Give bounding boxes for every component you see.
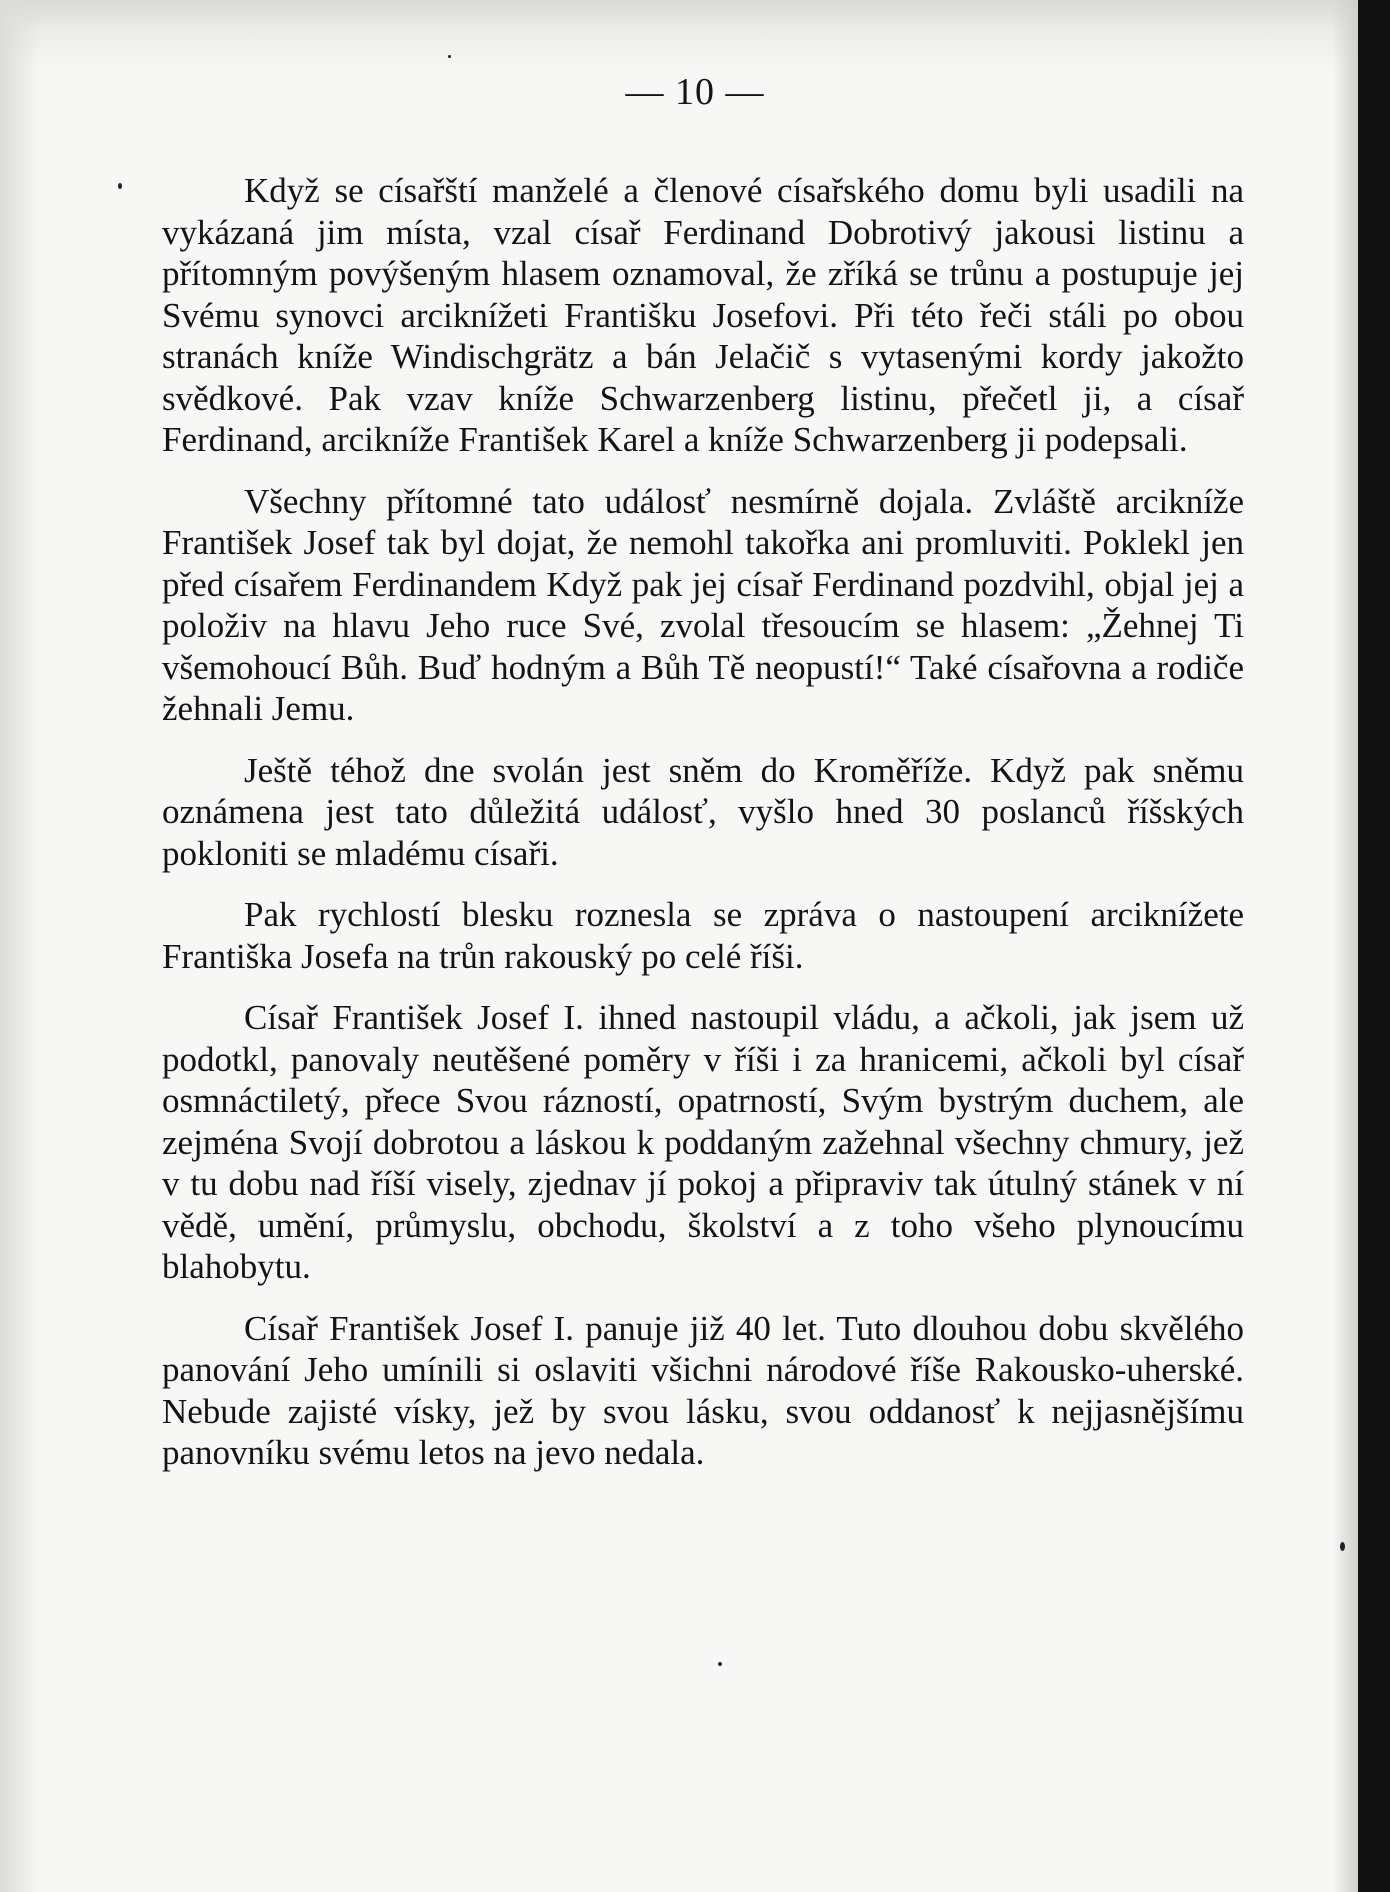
ink-speck: [1340, 1542, 1345, 1551]
page-left-shadow: [0, 0, 40, 1892]
page-number: — 10 —: [625, 71, 765, 113]
page-right-shadow: [1332, 0, 1358, 1892]
ink-speck: [718, 1662, 722, 1666]
ink-speck: [448, 55, 451, 58]
paragraph-5: Císař František Josef I. ihned nastoupil vládu, a ačkoli, jak jsem už podotkl, panovaly neutěšené poměry v říši i za hranicemi, ačkoli byl císař osmnáctiletý, přece Svou rázností, opatrností, Svým bystrým duchem, ale zejména Svojí dobrotou a láskou k poddaným zažehnal všechny chmury, jež v tu dobu nad říší visely, zjednav jí pokoj a připraviv tak útulný stánek v ní vědě, umění, průmyslu, obchodu, školství a z toho všeho plynoucímu blahobytu.: [162, 998, 1244, 1286]
paragraph-4: Pak rychlostí blesku roznesla se zpráva o nastoupení arciknížete Františka Josefa na trůn rakouský po celé říši.: [162, 895, 1244, 976]
paragraph-6: Císař František Josef I. panuje již 40 let. Tuto dlouhou dobu skvělého panování Jeho umínili si oslaviti všichni národové říše Rakousko-uherské. Nebude zajisté vísky, jež by svou lásku, svou oddanosť k nejjasnějšímu panovníku svému letos na jevo nedala.: [162, 1308, 1244, 1472]
paragraph-2: Všechny přítomné tato událosť nesmírně dojala. Zvláště arcikníže František Josef tak byl dojat, že nemohl takořka ani promluviti. Poklekl jen před císařem Ferdinandem Když pak jej císař Ferdinand pozdvihl, objal jej a položiv na hlavu Jeho ruce Své, zvolal třesoucím se hlasem: „Žehnej Ti všemohoucí Bůh. Buď hodným a Bůh Tě neopustí!“ Také císařovna a rodiče žehnali Jemu.: [162, 481, 1244, 728]
paragraph-1: Když se císařští manželé a členové císařského domu byli usadili na vykázaná jim místa, vzal císař Ferdinand Dobrotivý jakousi listinu a přítomným povýšeným hlasem oznamoval, že zříká se trůnu a postupuje jej Svému synovci arciknížeti Františku Josefovi. Při této řeči stáli po obou stranách kníže Windischgrätz a bán Jelačič s vytasenými kordy jakožto svědkové. Pak vzav kníže Schwarzenberg listinu, přečetl ji, a císař Ferdinand, arcikníže František Karel a kníže Schwarzenberg ji podepsali.: [162, 171, 1244, 459]
binding-edge: [1358, 0, 1390, 1892]
ink-speck: [118, 183, 122, 189]
body-text: [162, 170, 1244, 1494]
paragraph-3: Ještě téhož dne svolán jest sněm do Kroměříže. Když pak sněmu oznámena jest tato důležitá událosť, vyšlo hned 30 poslanců říšských pokloniti se mladému císaři.: [162, 750, 1244, 873]
page-top-shadow: [0, 0, 1390, 70]
